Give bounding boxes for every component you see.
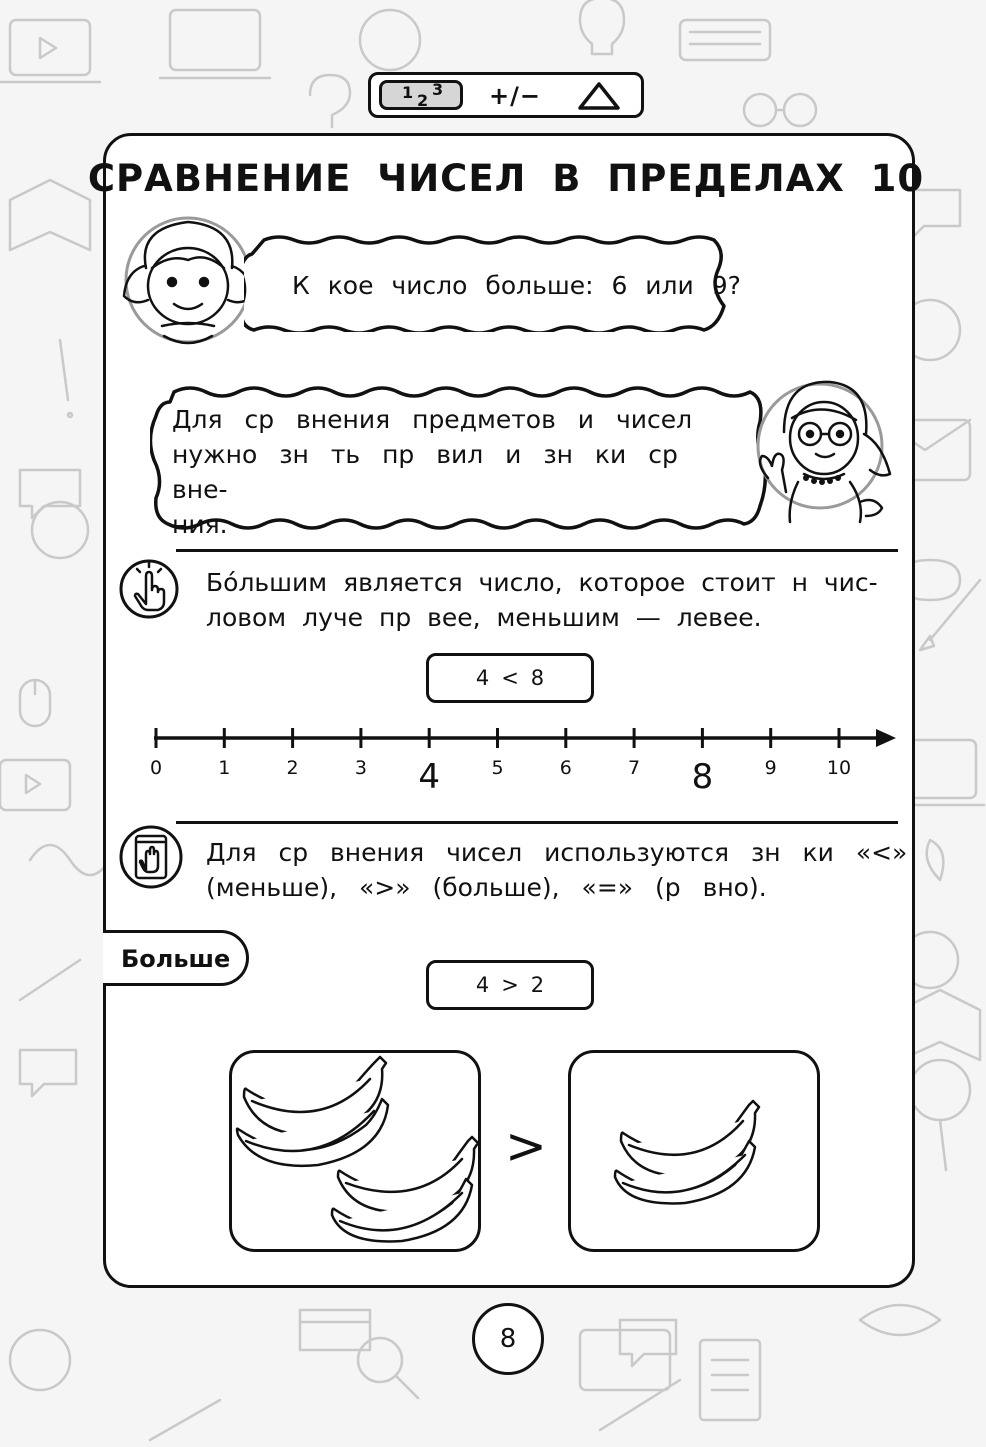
- teacher-avatar: [744, 362, 904, 527]
- number-line-label-highlighted: 4: [418, 757, 441, 797]
- banana-bunch-right: [571, 1053, 817, 1249]
- question-text: К кое число больше: 6 или 9?: [292, 271, 741, 300]
- comparison-box-greater: [426, 960, 594, 1010]
- section-tag-greater: Больше: [103, 930, 249, 986]
- banana-bunch-left: [232, 1053, 478, 1249]
- number-line-graphic: [140, 722, 900, 802]
- rule-2-line-2: (меньше), «>» (больше), «=» (р вно).: [206, 873, 767, 902]
- teacher-text-line-3: ния.: [172, 510, 228, 539]
- comparison-right-number: 8: [530, 666, 545, 690]
- rule-1-text: [206, 565, 878, 635]
- teacher-text-line-2: нужно зн ть пр вил и зн ки ср вне-: [172, 440, 678, 504]
- rule-2-line-1: Для ср внения чисел используются зн ки «<»: [206, 838, 908, 867]
- rule-2-text: [206, 835, 907, 905]
- comparison-sign-greater: >: [505, 1117, 547, 1175]
- rule-1-line-1: Бо́льшим является число, которое стоит н чис-: [206, 568, 878, 597]
- comparison-sign: >: [501, 973, 519, 997]
- teacher-text-line-1: Для ср внения предметов и чисел: [172, 405, 693, 434]
- triangle-icon[interactable]: [577, 81, 621, 111]
- number-line-label: 2: [286, 757, 299, 779]
- raised-hand-book-icon: [118, 824, 184, 890]
- number-line-label: 6: [559, 757, 572, 779]
- teacher-text: [172, 402, 732, 542]
- rule-1-line-2: ловом луче пр вее, меньшим — левее.: [206, 603, 762, 632]
- comparison-right-number: 2: [530, 973, 545, 997]
- fruit-box-left: [229, 1050, 481, 1252]
- number-line-label: 9: [764, 757, 777, 779]
- comparison-box-less: [426, 653, 594, 703]
- number-line-arrow: [876, 729, 896, 747]
- number-line-label: 5: [491, 757, 504, 779]
- number-line-label: 10: [826, 757, 852, 779]
- tab-numbers-digit-1: 1: [402, 83, 414, 102]
- comparison-left-number: 4: [475, 666, 490, 690]
- page-title: СРАВНЕНИЕ ЧИСЕЛ В ПРЕДЕЛАХ 10: [87, 157, 925, 200]
- fruit-box-right: [568, 1050, 820, 1252]
- divider: [176, 821, 898, 824]
- comparison-left-number: 4: [475, 973, 490, 997]
- tab-numbers-digit-3: 3: [432, 80, 444, 99]
- pointing-finger-icon: [118, 558, 180, 620]
- tab-numbers[interactable]: [379, 80, 463, 110]
- number-line-label: 7: [628, 757, 641, 779]
- tab-operations[interactable]: +/−: [489, 82, 541, 110]
- comparison-sign: <: [501, 666, 519, 690]
- divider: [176, 549, 898, 552]
- number-line-label: 3: [354, 757, 367, 779]
- tab-numbers-digit-2: 2: [417, 91, 429, 110]
- page-number: 8: [472, 1303, 544, 1375]
- section-tabs: [368, 72, 644, 118]
- number-line-label: 1: [218, 757, 231, 779]
- number-line-label: 0: [149, 757, 163, 779]
- number-line-label-highlighted: 8: [691, 757, 714, 797]
